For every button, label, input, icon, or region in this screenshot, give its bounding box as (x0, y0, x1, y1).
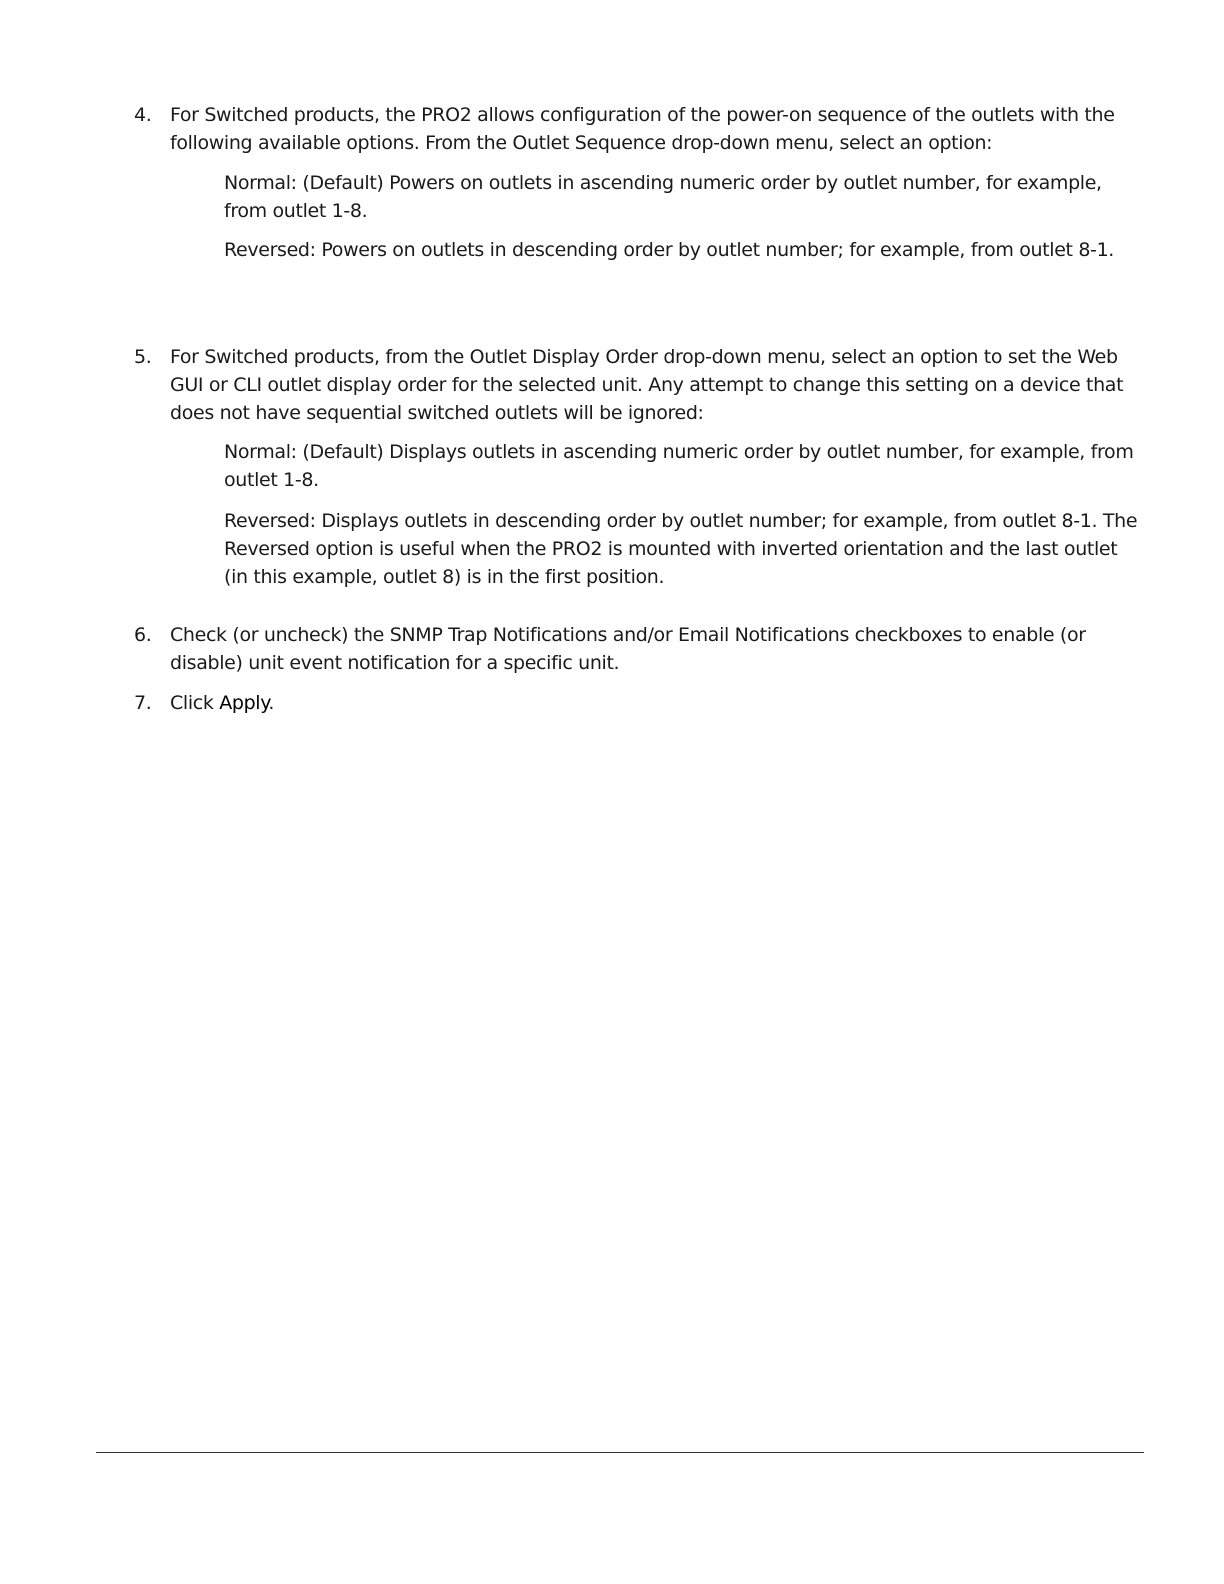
step-text-prefix: Click (170, 692, 220, 714)
step-number: 7. (134, 692, 152, 714)
footer-divider (96, 1452, 1144, 1453)
option-text: Normal: (Default) Powers on outlets in ascending numeric order by outlet number, for example, from outlet 1-8. (224, 172, 1102, 222)
step-6 (134, 621, 1144, 677)
step-text-suffix: . (268, 692, 275, 714)
step-number: 5. (134, 346, 152, 368)
step-4 (134, 101, 1144, 157)
option-reversed (224, 507, 1144, 591)
step-5 (134, 343, 1144, 427)
option-text: Normal: (Default) Displays outlets in ascending numeric order by outlet number, for example, from outlet 1-8. (224, 441, 1134, 491)
option-text: Reversed: Displays outlets in descending order by outlet number; for example, from outlet 8-1. The Reversed option is useful when the PRO2 is mounted with inverted orientation and the last outlet (in this example, outlet 8) is in the first position. (224, 510, 1138, 588)
option-normal (224, 438, 1144, 494)
step-7 (134, 689, 1144, 717)
step-text (170, 689, 1144, 717)
step-text: For Switched products, from the Outlet Display Order drop-down menu, select an option to set the Web GUI or CLI outlet display order for the selected unit. Any attempt to change this setting on a device that does not have sequential switched outlets will be ignored: (170, 346, 1124, 424)
apply-label: Apply (219, 692, 269, 714)
step-number: 6. (134, 624, 152, 646)
option-reversed (224, 236, 1144, 264)
step-text: For Switched products, the PRO2 allows configuration of the power-on sequence of the outlets with the following available options. From the Outlet Sequence drop-down menu, select an option: (170, 104, 1115, 154)
step-text: Check (or uncheck) the SNMP Trap Notifications and/or Email Notifications checkboxes to enable (or disable) unit event notification for a specific unit. (170, 624, 1086, 674)
option-normal (224, 169, 1144, 225)
option-text: Reversed: Powers on outlets in descending order by outlet number; for example, from outlet 8-1. (224, 239, 1114, 261)
step-number: 4. (134, 104, 152, 126)
